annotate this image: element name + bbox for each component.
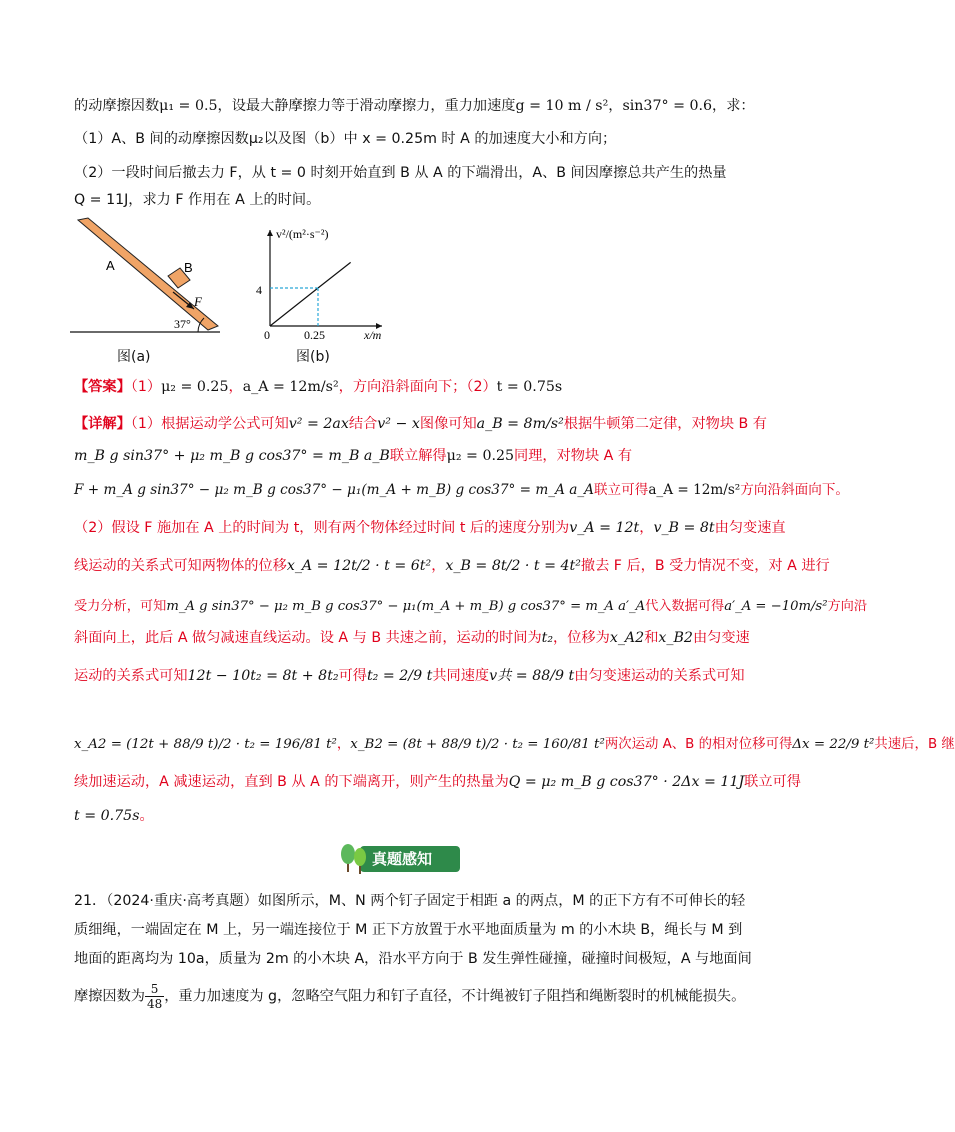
denominator: 48 [146,997,163,1011]
text: 联立可得 [744,774,801,790]
text: 根据牛顿第二定律，对物块 B 有 [563,416,767,432]
y-axis-label: v²/(m²·s⁻²) [276,227,329,241]
question-2-line-2: Q = 11J，求力 F 作用在 A 上的时间。 [74,192,321,208]
sin-value: sin37° = 0.6 [622,98,713,114]
text: （1）根据运动学公式可知 [130,416,289,432]
mu2-value: μ₂ = 0.25 [161,379,229,395]
text: （2） [466,379,497,395]
text: 。 [139,808,154,824]
text: 由匀变速直 [714,520,786,536]
text: 同理，对物块 A 有 [514,448,633,464]
detail-line-6 [74,597,867,617]
figure-a-caption: 图(a) [117,349,151,365]
x-axis-label: x/m [364,328,382,342]
text: 续加速运动，A 减速运动，直到 B 从 A 的下端离开，则产生的热量为 [74,774,509,790]
detail-line-4: （2）假设 F 施加在 A 上的时间为 t，则有两个物体经过时间 t 后的速度分别为v_A = 12t，v_B = 8t由匀变速直 [74,520,786,536]
text: 斜面向上，此后 A 做匀减速直线运动。设 A 与 B 共速之前，运动的时间为 [74,630,542,646]
text: ，方向沿斜面向下； [338,379,467,395]
eq: a_B = 8m/s² [476,416,564,432]
t-value: t = 0.75s [496,379,563,395]
mu1-value: μ₁ = 0.5 [159,98,218,114]
answer-tag: 【答案】 [74,379,131,395]
eq: v共 = 88/9 t [489,668,575,684]
detail-line-8 [74,666,745,686]
detail-line-9: x_A2 = (12t + 88/9 t)/2 · t₂ = 196/81 t²，x_B2 = (8t + 88/9 t)/2 · t₂ = 160/81 t²两次运动 A、B 的相对位移可得Δx = 22/9 t²共速后，B 继 [74,737,955,752]
text: 两次运动 A、B 的相对位移可得 [604,737,793,752]
text: 方向沿 [827,599,868,614]
text: 结合 [348,416,378,432]
text: 摩擦因数为 [74,988,145,1005]
gravity-value: g = 10 m / s² [515,98,609,114]
problem21-line-2: 质细绳，一端固定在 M 上，另一端连接位于 M 正下方放置于水平地面质量为 m 的小木块 B，绳长与 M 到 [74,922,743,938]
eq: a′_A = −10m/s² [724,599,828,614]
text: ，求： [712,98,755,114]
label-f: F [194,294,202,309]
label-b: B [184,260,193,275]
label-a: A [106,258,115,273]
eq: v² = 2ax [288,416,349,432]
text: 联立解得 [389,448,447,464]
text: 代入数据可得 [645,599,725,614]
problem-line-1 [74,96,755,116]
answer-line: 【答案】（1）μ₂ = 0.25，a_A = 12m/s²，方向沿斜面向下；（2）t = 0.75s [74,379,563,395]
text: 联立可得 [593,482,649,498]
eq: v_A = 12t [569,520,640,536]
text: 受力分析，可知 [74,599,167,614]
text: 由匀变速运动的关系式可知 [574,668,745,684]
eq: x_A2 [609,630,645,646]
text: ，设最大静摩擦力等于滑动摩擦力，重力加速度 [217,98,516,114]
origin-label: 0 [264,328,270,342]
eq: x_A2 = (12t + 88/9 t)/2 · t₂ = 196/81 t² [74,737,337,752]
eq: m_A g sin37° − μ₂ m_B g cos37° − μ₁(m_A + m_B) g cos37° = m_A a′_A [166,599,646,614]
text: 的动摩擦因数 [74,98,160,114]
text: ，重力加速度为 g，忽略空气阻力和钉子直径，不计绳被钉子阻挡和绳断裂时的机械能损失。 [164,988,746,1005]
text: ， [608,98,623,114]
text: 可得 [338,668,367,684]
question-2-line-1: （2）一段时间后撤去力 F，从 t = 0 时刻开始直到 B 从 A 的下端滑出，A、B 间因摩擦总共产生的热量 [74,165,727,181]
text: 方向沿斜面向下。 [740,482,850,498]
text: 由匀变速 [692,630,750,646]
eq: Δx = 22/9 t² [792,737,875,752]
eq: t₂ = 2/9 t [366,668,433,684]
text: （2）假设 F 施加在 A 上的时间为 t，则有两个物体经过时间 t 后的速度分别为 [74,520,570,536]
eq: a_A = 12m/s² [648,482,741,498]
eq: x_B = 8t/2 · t = 4t² [445,558,581,574]
detail-tag: 【详解】 [74,416,131,432]
text: （1） [130,379,162,395]
detail-line-7 [74,628,750,648]
problem21-line-3: 地面的距离均为 10a，质量为 2m 的小木块 A，沿水平方向于 B 发生弹性碰撞，碰撞时间极短，A 与地面间 [74,951,752,967]
figure-a-incline [70,218,230,343]
detail-line-5: 线运动的关系式可知两物体的位移x_A = 12t/2 · t = 6t²，x_B = 8t/2 · t = 4t²撤去 F 后，B 受力情况不变，对 A 进行 [74,558,830,574]
y-tick-label: 4 [256,283,262,297]
section-title: 真题感知 [372,850,433,868]
text: ，位移为 [553,630,610,646]
eq: x_A = 12t/2 · t = 6t² [286,558,432,574]
eq: v² − x [377,416,420,432]
eq: x_B2 [658,630,693,646]
board-a [78,218,218,330]
eq: v_B = 8t [653,520,715,536]
problem21-line-1: 21．（2024·重庆·高考真题）如图所示，M、N 两个钉子固定于相距 a 的两点，M 的正下方有不可伸长的轻 [74,893,746,909]
question-1: （1）A、B 间的动摩擦因数μ₂以及图（b）中 x = 0.25m 时 A 的加速度大小和方向； [74,131,617,147]
eq: x_B2 = (8t + 88/9 t)/2 · t₂ = 160/81 t² [350,737,605,752]
detail-line-3 [74,480,849,500]
numerator: 5 [145,982,164,997]
detail-line-11 [74,806,154,826]
data-line [270,262,351,326]
eq: 12t − 10t₂ = 8t + 8t₂ [187,668,339,684]
label-angle: 37° [174,317,191,331]
detail-line-2 [74,446,632,466]
detail-line-10 [74,772,801,792]
figure-b-caption: 图(b) [296,349,330,365]
problem21-line-4 [74,982,745,1011]
text: 图像可知 [419,416,477,432]
eq: t = 0.75s [74,808,140,824]
text: 共同速度 [432,668,490,684]
detail-line-1 [74,414,767,434]
text: 撤去 F 后，B 受力情况不变，对 A 进行 [580,558,830,574]
figure-b-graph [250,218,400,343]
section-badge [338,842,460,876]
text: 共速后，B 继 [874,737,955,752]
eq: F + m_A g sin37° − μ₂ m_B g cos37° − μ₁(m_A + m_B) g cos37° = m_A a_A [74,482,594,498]
fraction [145,982,164,1011]
eq: t₂ [541,630,554,646]
text: 运动的关系式可知 [74,668,188,684]
aA-value: a_A = 12m/s² [242,379,339,395]
x-tick-label: 0.25 [304,328,325,342]
eq: Q = μ₂ m_B g cos37° · 2Δx = 11J [508,774,745,790]
text: 和 [644,630,659,646]
text: 线运动的关系式可知两物体的位移 [74,558,287,574]
eq: μ₂ = 0.25 [446,448,515,464]
y-axis-arrow [267,230,273,236]
eq: m_B g sin37° + μ₂ m_B g cos37° = m_B a_B [74,448,390,464]
